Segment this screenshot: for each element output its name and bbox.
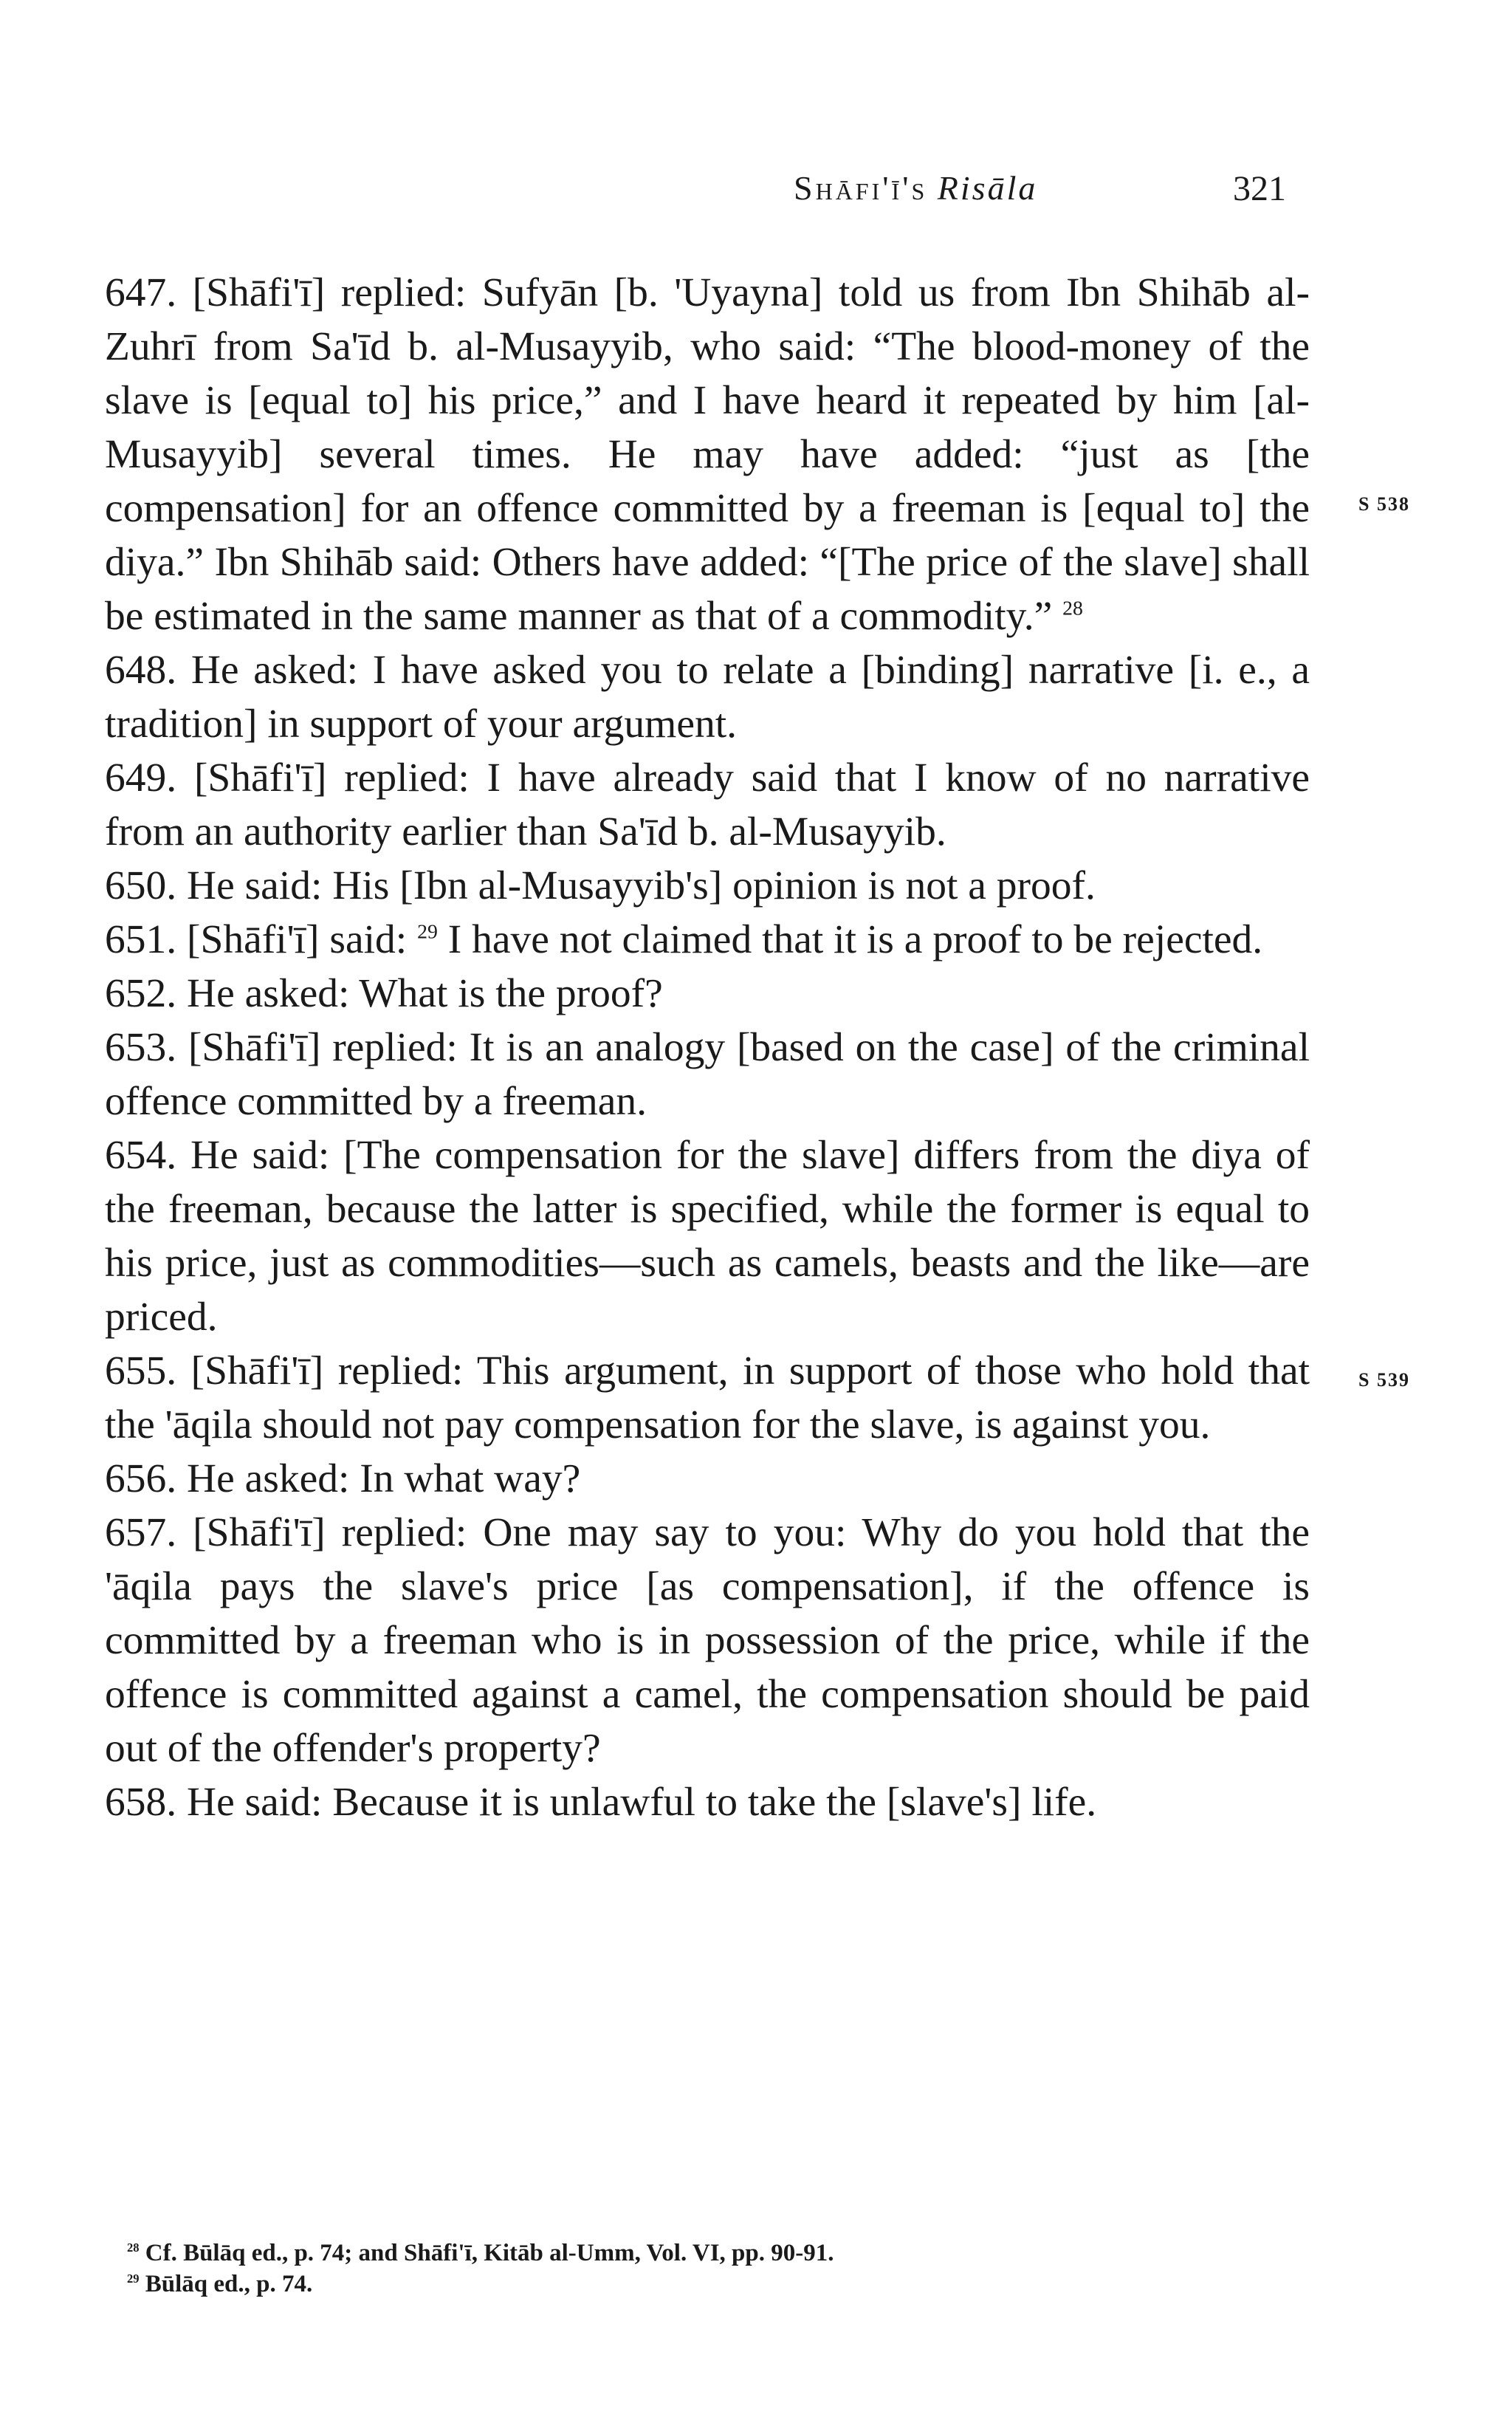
- running-head: [794, 168, 1037, 208]
- paragraph-text: 647. [Shāfi'ī] replied: Sufyān [b. 'Uyayna] told us from Ibn Shihāb al-Zuhrī from Sa'īd b. al-Musayyib, who said: “The blood-money of the slave is [equal to] his price,” and I have heard it repeated by him [al-Musayyib] several times. He may have added: “just as [the compensation] for an offence committed by a freeman is [equal to] the diya.” Ibn Shihāb said: Others have added: “[The price of the slave] shall be estimated in the same manner as that of a commodity.”: [105, 270, 1310, 639]
- body-text: [105, 266, 1310, 1829]
- paragraph-text: 649. [Shāfi'ī] replied: I have already said that I know of no narrative from an authority earlier than Sa'īd b. al-Musayyib.: [105, 755, 1310, 854]
- paragraph-652: [105, 967, 1310, 1021]
- paragraph-649: [105, 751, 1310, 859]
- paragraph-text: 654. He said: [The compensation for the slave] differs from the diya of the freeman, because the latter is specified, while the former is equal to his price, just as commodities—such as camels, beasts and the like—are priced.: [105, 1133, 1310, 1340]
- footnote-text: Cf. Būlāq ed., p. 74; and Shāfi'ī, Kitāb al-Umm, Vol. VI, pp. 90-91.: [145, 2240, 834, 2266]
- paragraph-647: [105, 266, 1310, 643]
- paragraph-text: 651. [Shāfi'ī] said:: [105, 917, 408, 962]
- paragraph-text: I have not claimed that it is a proof to be rejected.: [437, 917, 1263, 962]
- footnote-marker: 29: [127, 2272, 140, 2286]
- running-head-title: Risāla: [937, 169, 1038, 207]
- paragraph-text: 653. [Shāfi'ī] replied: It is an analogy [based on the case] of the criminal offence committed by a freeman.: [105, 1025, 1310, 1124]
- margin-note-s539: S 539: [1358, 1369, 1410, 1391]
- paragraph-text: 648. He asked: I have asked you to relate a [binding] narrative [i. e., a tradition] in support of your argument.: [105, 648, 1310, 747]
- footnote-text: Būlāq ed., p. 74.: [145, 2271, 313, 2297]
- paragraph-text: 656. He asked: In what way?: [105, 1456, 581, 1501]
- page-number: 321: [1233, 169, 1286, 208]
- paragraph-text: 657. [Shāfi'ī] replied: One may say to you: Why do you hold that the 'āqila pays the slave's price [as compensation], if the offence is committed by a freeman who is in possession of the price, while if the offence is committed against a camel, the compensation should be paid out of the offender's property?: [105, 1510, 1310, 1771]
- paragraph-text: 658. He said: Because it is unlawful to take the [slave's] life.: [105, 1780, 1097, 1825]
- paragraph-654: [105, 1128, 1310, 1344]
- paragraph-656: [105, 1452, 1310, 1506]
- paragraph-text: 650. He said: His [Ibn al-Musayyib's] opinion is not a proof.: [105, 863, 1096, 908]
- paragraph-650: [105, 859, 1310, 913]
- footnotes: [127, 2238, 1308, 2300]
- footnote-ref-28: 28: [1062, 597, 1083, 620]
- running-head-author: Shāfi'ī's: [794, 169, 928, 207]
- paragraph-651: [105, 913, 1310, 967]
- paragraph-655: [105, 1344, 1310, 1452]
- margin-note-s538: S 538: [1358, 493, 1410, 515]
- paragraph-text: 655. [Shāfi'ī] replied: This argument, in support of those who hold that the 'āqila should not pay compensation for the slave, is against you.: [105, 1348, 1310, 1447]
- footnote-marker: 28: [127, 2241, 140, 2255]
- paragraph-653: [105, 1021, 1310, 1128]
- paragraph-text: 652. He asked: What is the proof?: [105, 971, 663, 1016]
- footnote-28: [127, 2238, 1308, 2269]
- footnote-29: [127, 2269, 1308, 2300]
- paragraph-648: [105, 643, 1310, 751]
- paragraph-658: [105, 1775, 1310, 1829]
- footnote-ref-29: 29: [417, 920, 438, 944]
- paragraph-657: [105, 1506, 1310, 1775]
